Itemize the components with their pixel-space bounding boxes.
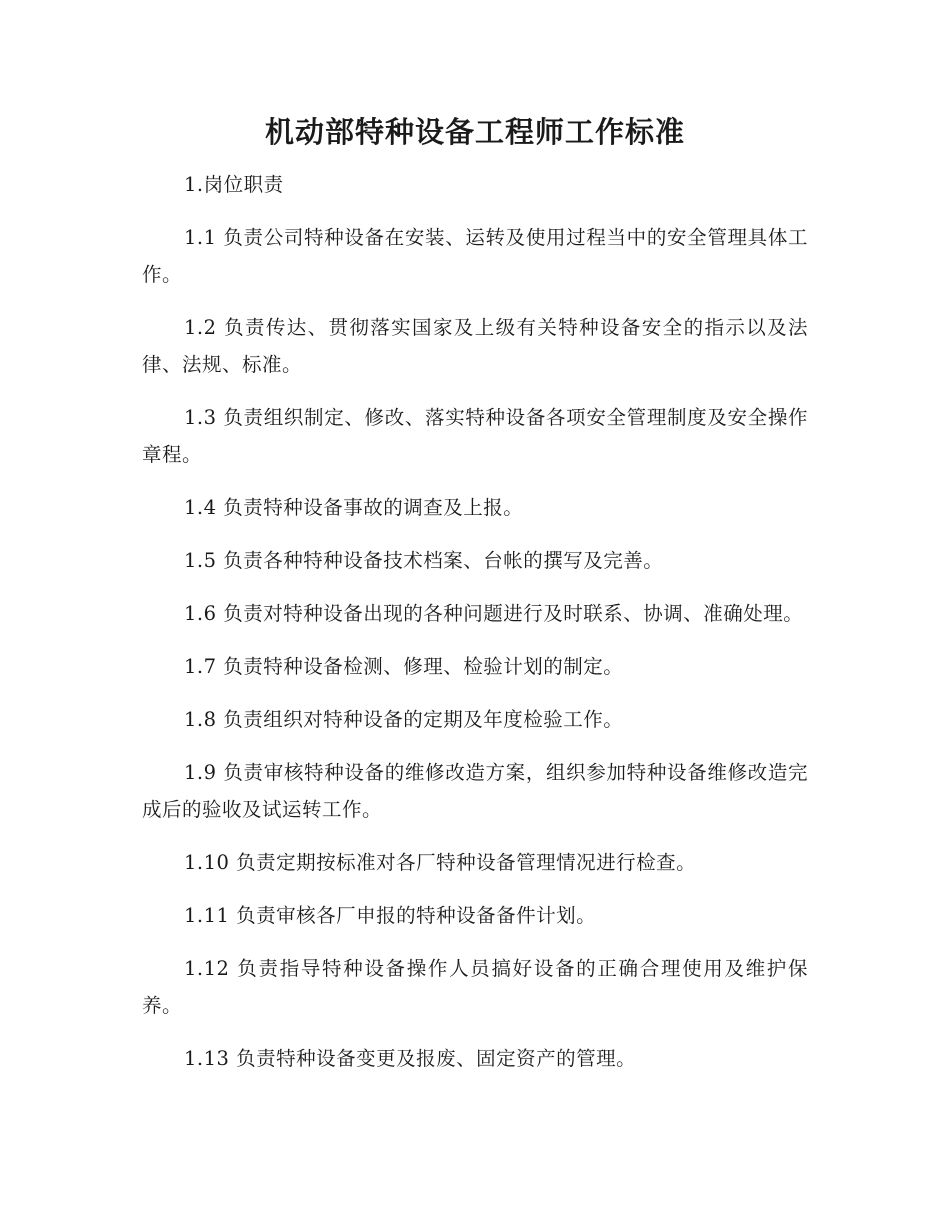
paragraph-1-12: 1.12 负责指导特种设备操作人员搞好设备的正确合理使用及维护保养。: [142, 957, 808, 1017]
paragraph-1-5: 1.5 负责各种特种设备技术档案、台帐的撰写及完善。: [184, 549, 664, 572]
document-body: [142, 166, 808, 1093]
paragraph-1-4: 1.4 负责特种设备事故的调查及上报。: [184, 496, 524, 519]
paragraph-1-9: 1.9 负责审核特种设备的维修改造方案，组织参加特种设备维修改造完成后的验收及试运转工作。: [142, 761, 808, 821]
paragraph-1-2: 1.2 负责传达、贯彻落实国家及上级有关特种设备安全的指示以及法律、法规、标准。: [142, 316, 808, 376]
paragraph-1-3: 1.3 负责组织制定、修改、落实特种设备各项安全管理制度及安全操作章程。: [142, 406, 808, 466]
section-heading: 1.岗位职责: [184, 173, 284, 196]
paragraph-1-10: 1.10 负责定期按标准对各厂特种设备管理情况进行检查。: [184, 851, 697, 874]
paragraph-1-1: 1.1 负责公司特种设备在安装、运转及使用过程当中的安全管理具体工作。: [142, 226, 808, 286]
paragraph-1-6: 1.6 负责对特种设备出现的各种问题进行及时联系、协调、准确处理。: [184, 602, 804, 625]
paragraph-1-13: 1.13 负责特种设备变更及报废、固定资产的管理。: [184, 1047, 637, 1070]
document-title: 机动部特种设备工程师工作标准: [264, 115, 685, 149]
paragraph-1-11: 1.11 负责审核各厂申报的特种设备备件计划。: [184, 904, 597, 927]
paragraph-1-8: 1.8 负责组织对特种设备的定期及年度检验工作。: [184, 708, 624, 731]
paragraph-1-7: 1.7 负责特种设备检测、修理、检验计划的制定。: [184, 655, 624, 678]
